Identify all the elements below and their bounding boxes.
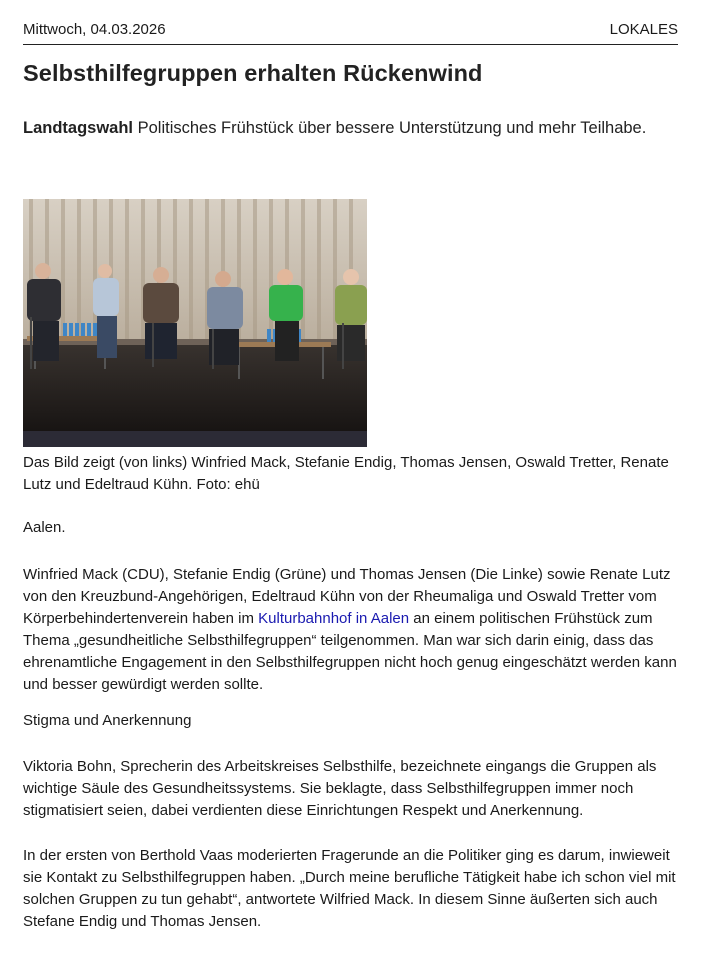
paragraph-3: In der ersten von Berthold Vaas moderierten Fragerunde an die Politiker ging es darum, inwieweit sie Kontakt zu Selbsthilfegruppen haben. „Durch meine berufliche Tätigkeit habe ich schon viel mit solchen Gruppen zu tun gehabt“, antwortete Wilfried Mack. In diesem Sinne äußerten sich auch Stefane Endig und Thomas Jensen.: [23, 847, 676, 930]
subheading: Stigma und Anerkennung: [23, 712, 192, 729]
lead-text: Politisches Frühstück über bessere Unterstützung und mehr Teilhabe.: [133, 119, 647, 137]
dateline: Aalen.: [23, 519, 66, 536]
page-header: [23, 20, 678, 45]
section-label: LOKALES: [609, 21, 678, 38]
photo-caption: Das Bild zeigt (von links) Winfried Mack, Stefanie Endig, Thomas Jensen, Oswald Tretter, Renate Lutz und Edeltraud Kühn. Foto: ehü: [23, 454, 669, 493]
paragraph-2: Viktoria Bohn, Sprecherin des Arbeitskreises Selbsthilfe, bezeichnete eingangs die Gruppen als wichtige Säule des Gesundheitssystems. Sie beklagte, dass Selbsthilfegruppen immer noch stigmatisiert seien, dabei verdienten diese Einrichtungen Respekt und Anerkennung.: [23, 758, 657, 819]
lead-kicker: Landtagswahl: [23, 119, 134, 137]
paragraph-1-text-b: an einem politischen Frühstück zum Thema „gesundheitliche Selbsthilfegruppen“ teilgenommen. Man war sich darin einig, dass das ehrenamtliche Engagement in den Selbsthilfegruppen nicht hoch genug eingeschätzt werden kann und besser gewürdigt werden sollte.: [23, 610, 677, 693]
issue-date: Mittwoch, 04.03.2026: [23, 21, 166, 38]
kulturbahnhof-link[interactable]: Kulturbahnhof in Aalen: [258, 610, 410, 627]
article-photo: [23, 199, 367, 447]
article-lead: [23, 117, 663, 140]
article-title: Selbsthilfegruppen erhalten Rückenwind: [23, 60, 483, 86]
paragraph-1: [23, 564, 678, 696]
paragraph-1-text-a: Winfried Mack (CDU), Stefanie Endig (Grüne) und Thomas Jensen (Die Linke) sowie Renate Lutz von den Kreuzbund-Angehörigen, Edeltraud Kühn von der Rheumaliga und Oswald Tretter vom Körperbehindertenverein haben im: [23, 566, 671, 627]
